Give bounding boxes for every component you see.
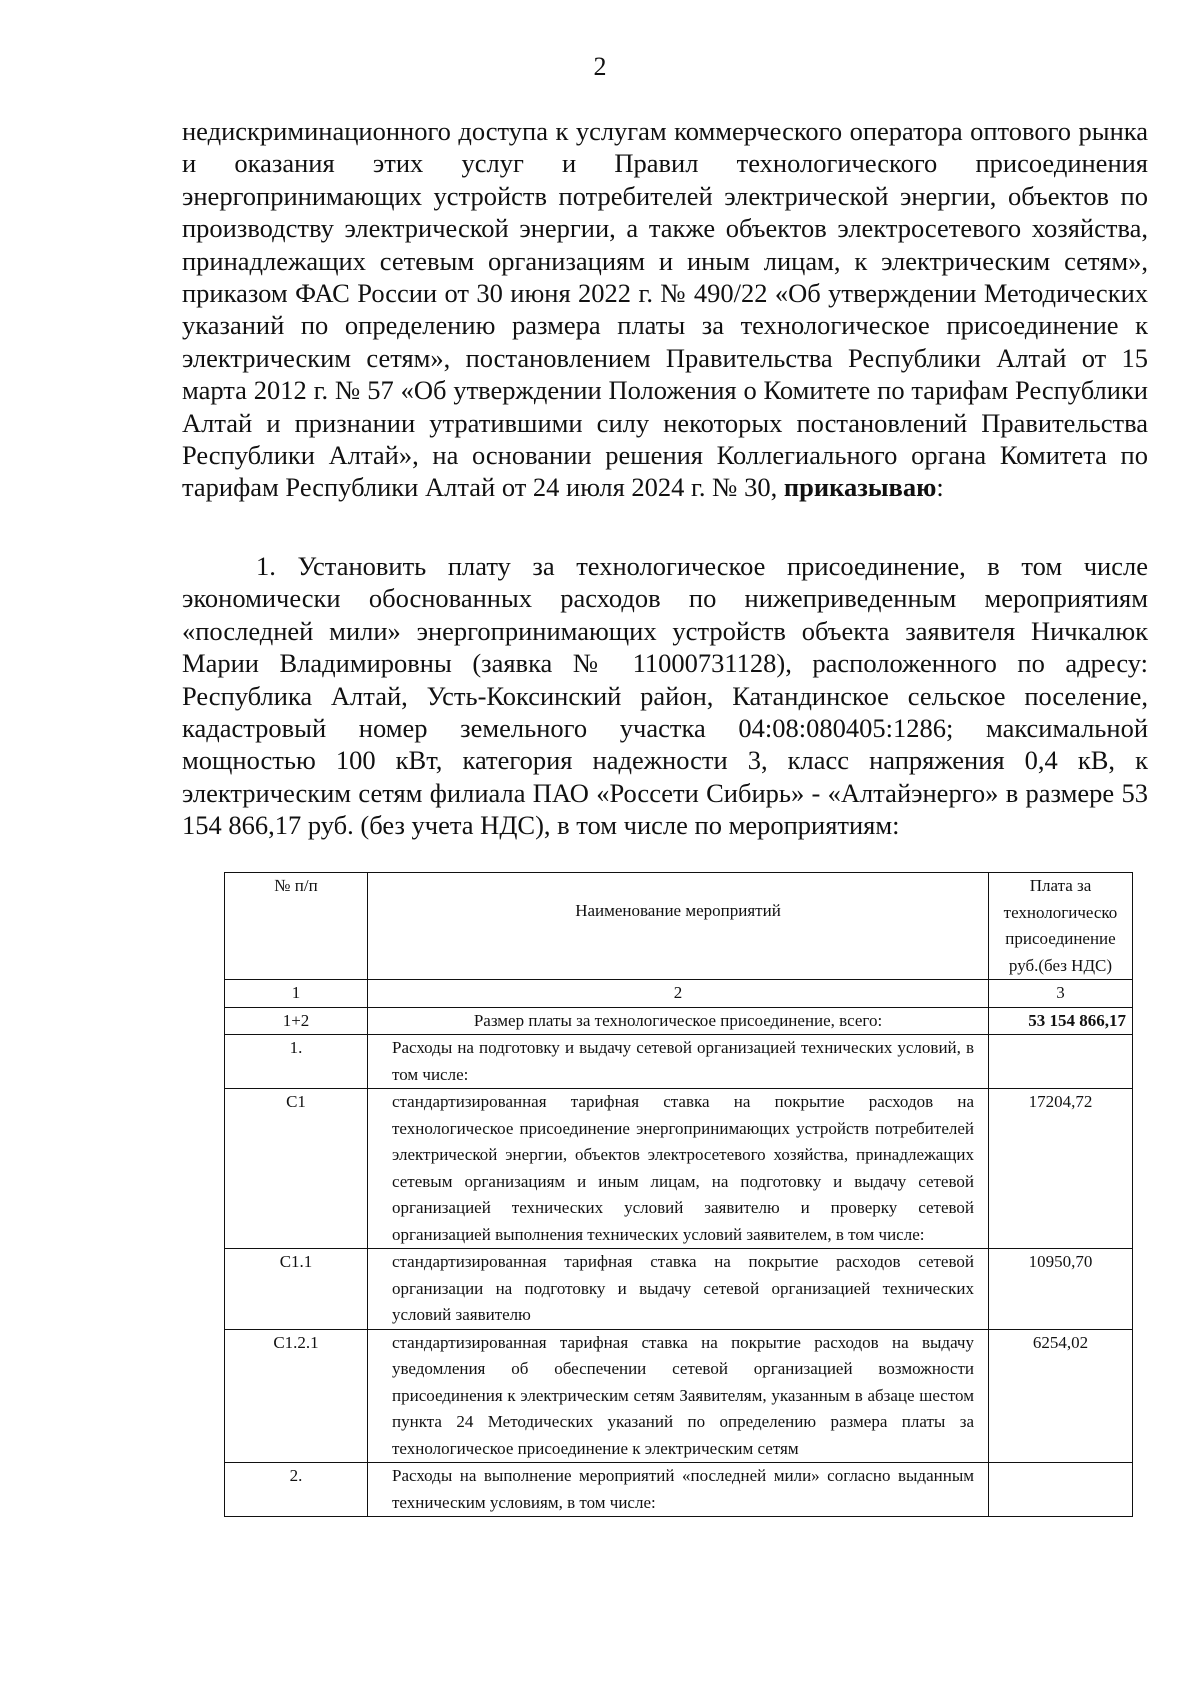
order-keyword: приказываю [783,472,937,503]
table-column-numbers-row [225,980,1133,1008]
row-name: стандартизированная тарифная ставка на покрытие расходов на выдачу уведомления об обеспечении сетевой организацией возможности присоединения к электрическим сетям Заявителям, указанным в абзаце шестом пункта 24 Методических указаний по определению размера платы за технологическое присоединение к электрическим сетям [368,1329,989,1463]
row-name: Расходы на выполнение мероприятий «последней мили» согласно выданным техническим условиям, в том числе: [368,1463,989,1517]
intro-paragraph-text: недискриминационного доступа к услугам коммерческого оператора оптового рынка и оказания этих услуг и Правил технологического присоединения энергопринимающих устройств потребителей электрической энергии, объектов по производству электрической энергии, а также объектов электросетевого хозяйства, принадлежащих сетевым организациям и иным лицам, к электрическим сетям», приказом ФАС России от 30 июня 2022 г. № 490/22 «Об утверждении Методических указаний по определению размера платы за технологическое присоединение к электрическим сетям», постановлением Правительства Республики Алтай от 15 марта 2012 г. № 57 «Об утверждении Положения о Комитете по тарифам Республики Алтай и признании утратившими силу некоторых постановлений Правительства Республики Алтай», на основании решения Коллегиального органа Комитета по тарифам Республики Алтай от 24 июля 2024 г. № 30, [182,116,1148,503]
table-header-row [225,873,1133,980]
row-num: 1+2 [225,1007,368,1035]
page-number: 2 [593,52,607,81]
row-fee [989,1463,1133,1517]
table-row-total [225,1007,1133,1035]
row-fee [989,1035,1133,1089]
header-name: Наименование мероприятий [368,873,989,980]
intro-paragraph [182,115,1148,504]
header-num: № п/п [225,873,368,980]
column-number: 2 [368,980,989,1008]
intro-paragraph-end: : [936,472,944,503]
table-row [225,1249,1133,1330]
row-fee-total: 53 154 866,17 [989,1007,1133,1035]
row-num: С1.2.1 [225,1329,368,1463]
order-paragraph: 1. Установить плату за технологическое присоединение, в том числе экономически обоснованных расходов по нижеприведенным мероприятиям «последней мили» энергопринимающих устройств объекта заявителя Ничкалюк Марии Владимировны (заявка № 11000731128), расположенного по адресу: Республика Алтай, Усть-Коксинский район, Катандинское сельское поселение, кадастровый номер земельного участка 04:08:080405:1286; максимальной мощностью 100 кВт, категория надежности 3, класс напряжения 0,4 кВ, к электрическим сетям филиала ПАО «Россети Сибирь» - «Алтайэнерго» в размере 53 154 866,17 руб. (без учета НДС), в том числе по мероприятиям: [182,551,1148,841]
row-name: Расходы на подготовку и выдачу сетевой организацией технических условий, в том числе: [368,1035,989,1089]
row-fee: 10950,70 [989,1249,1133,1330]
row-num: С1 [225,1089,368,1249]
table-row [225,1089,1133,1249]
header-fee: Плата за технологическо присоединение руб.(без НДС) [989,873,1133,980]
row-fee: 17204,72 [989,1089,1133,1249]
fee-table [224,872,1133,1517]
table-row [225,1035,1133,1089]
row-name: стандартизированная тарифная ставка на покрытие расходов сетевой организации на подготовку и выдачу сетевой организацией технических условий заявителю [368,1249,989,1330]
row-num: 1. [225,1035,368,1089]
row-name: стандартизированная тарифная ставка на покрытие расходов на технологическое присоединение энергопринимающих устройств потребителей электрической энергии, объектов электросетевого хозяйства, принадлежащих сетевым организациям и иным лицам, на подготовку и выдачу сетевой организацией технических условий заявителю и проверку сетевой организацией выполнения технических условий заявителем, в том числе: [368,1089,989,1249]
row-num: 2. [225,1463,368,1517]
row-name: Размер платы за технологическое присоединение, всего: [368,1007,989,1035]
column-number: 1 [225,980,368,1008]
column-number: 3 [989,980,1133,1008]
row-num: С1.1 [225,1249,368,1330]
row-fee: 6254,02 [989,1329,1133,1463]
table-row [225,1463,1133,1517]
table-row [225,1329,1133,1463]
